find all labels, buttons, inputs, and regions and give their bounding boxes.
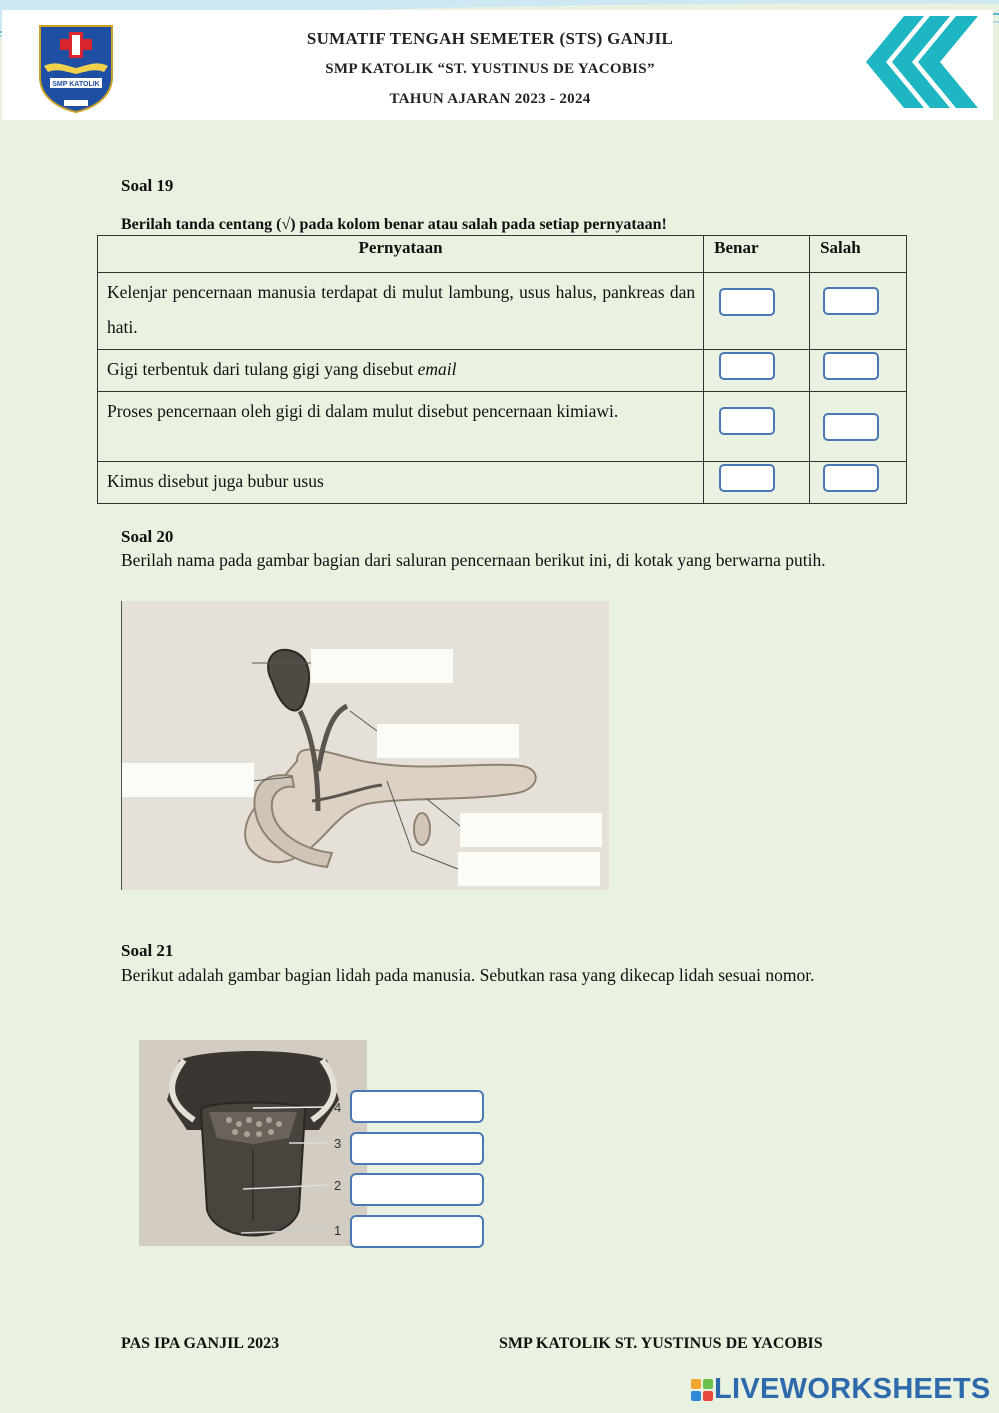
table-header-row bbox=[98, 236, 907, 273]
taste-answer-box-2[interactable] bbox=[350, 1173, 484, 1206]
soal20-title: Soal 20 bbox=[121, 527, 174, 546]
soal19-title: Soal 19 bbox=[121, 176, 174, 195]
true-answer-box-4[interactable] bbox=[719, 464, 775, 492]
false-cell-4 bbox=[810, 462, 907, 504]
answer-box-pancreatic-duct[interactable] bbox=[458, 852, 600, 886]
true-answer-box-1[interactable] bbox=[719, 288, 775, 316]
statement-3: Proses pencernaan oleh gigi di dalam mulut disebut pencernaan kimiawi. bbox=[98, 392, 704, 462]
header-line-2: SMP KATOLIK “ST. YUSTINUS DE YACOBIS” bbox=[325, 61, 655, 77]
answer-box-pancreas[interactable] bbox=[460, 813, 602, 847]
tongue-label-1: 1 bbox=[334, 1223, 342, 1238]
column-header-statement: Pernyataan bbox=[98, 236, 704, 273]
true-answer-box-2[interactable] bbox=[719, 352, 775, 380]
answer-box-duodenum[interactable] bbox=[122, 763, 254, 797]
false-cell-2 bbox=[810, 350, 907, 392]
column-header-true: Benar bbox=[704, 236, 810, 273]
soal21-title: Soal 21 bbox=[121, 941, 174, 960]
false-answer-box-3[interactable] bbox=[823, 413, 879, 441]
answer-box-gallbladder[interactable] bbox=[311, 649, 453, 683]
taste-answer-box-1[interactable] bbox=[350, 1215, 484, 1248]
footer-right: SMP KATOLIK ST. YUSTINUS DE YACOBIS bbox=[499, 1335, 823, 1352]
table-row bbox=[98, 273, 907, 350]
chevron-decoration-icon bbox=[864, 16, 984, 108]
pancreas-diagram bbox=[121, 601, 609, 890]
header-line-1: SUMATIF TENGAH SEMETER (STS) GANJIL bbox=[306, 29, 674, 48]
column-header-false: Salah bbox=[810, 236, 907, 273]
tongue-illustration-icon bbox=[139, 1040, 367, 1246]
true-cell-4 bbox=[704, 462, 810, 504]
tongue-label-4: 4 bbox=[334, 1100, 342, 1115]
tongue-diagram bbox=[139, 1040, 367, 1246]
statement-2-text: Gigi terbentuk dari tulang gigi yang disebut bbox=[107, 359, 418, 379]
answer-box-bile-duct[interactable] bbox=[377, 724, 519, 758]
header-line-3: TAHUN AJARAN 2023 - 2024 bbox=[389, 91, 591, 107]
header-title-block bbox=[265, 24, 715, 114]
false-cell-3 bbox=[810, 392, 907, 462]
page-header bbox=[0, 0, 999, 122]
soal21-instruction: Berikut adalah gambar bagian lidah pada manusia. Sebutkan rasa yang dikecap lidah sesuai nomor. bbox=[121, 965, 815, 985]
true-cell-2 bbox=[704, 350, 810, 392]
statement-table bbox=[97, 235, 907, 504]
tongue-label-2: 2 bbox=[334, 1178, 342, 1193]
true-cell-1 bbox=[704, 273, 810, 350]
soal19-instruction: Berilah tanda centang (√) pada kolom benar atau salah pada setiap pernyataan! bbox=[121, 216, 667, 233]
tongue-label-3: 3 bbox=[334, 1136, 342, 1151]
taste-answer-box-3[interactable] bbox=[350, 1132, 484, 1165]
school-logo-icon bbox=[36, 22, 116, 114]
table-row bbox=[98, 350, 907, 392]
logo-text: SMP KATOLIK bbox=[52, 81, 100, 88]
footer-left: PAS IPA GANJIL 2023 bbox=[121, 1335, 280, 1352]
true-answer-box-3[interactable] bbox=[719, 407, 775, 435]
statement-1: Kelenjar pencernaan manusia terdapat di mulut lambung, usus halus, pankreas dan hati. bbox=[98, 273, 704, 350]
soal20-instruction: Berilah nama pada gambar bagian dari saluran pencernaan berikut ini, di kotak yang berwarna putih. bbox=[121, 550, 826, 570]
statement-4: Kimus disebut juga bubur usus bbox=[98, 462, 704, 504]
liveworksheets-wordmark: LIVEWORKSHEETS bbox=[714, 1373, 991, 1405]
taste-answer-box-4[interactable] bbox=[350, 1090, 484, 1123]
false-cell-1 bbox=[810, 273, 907, 350]
liveworksheets-brand bbox=[690, 1373, 991, 1406]
table-row bbox=[98, 462, 907, 504]
false-answer-box-1[interactable] bbox=[823, 287, 879, 315]
liveworksheets-logo-icon bbox=[690, 1378, 714, 1402]
false-answer-box-2[interactable] bbox=[823, 352, 879, 380]
false-answer-box-4[interactable] bbox=[823, 464, 879, 492]
table-row bbox=[98, 392, 907, 462]
true-cell-3 bbox=[704, 392, 810, 462]
statement-2-italic-word: email bbox=[417, 359, 457, 379]
statement-2 bbox=[98, 350, 704, 392]
